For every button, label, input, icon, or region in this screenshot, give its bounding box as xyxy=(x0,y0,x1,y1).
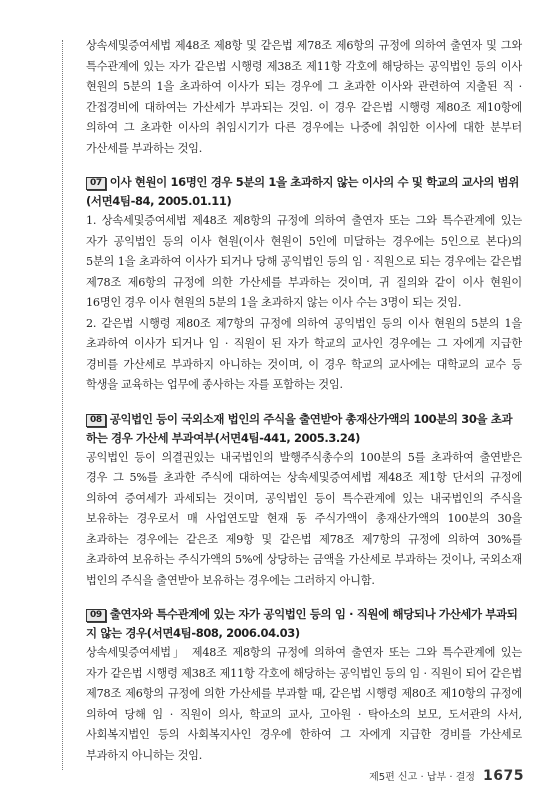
section-reference: (서면4팀-808, 2006.04.03) xyxy=(146,626,300,640)
section-title xyxy=(86,410,522,448)
section-title-text: 이사 현원이 16명인 경우 5분의 1을 초과하지 않는 이사의 수 및 학교의 교사의 범위 xyxy=(109,175,519,189)
margin-dotted-rule xyxy=(62,40,63,770)
section-number-badge: 08 xyxy=(86,414,106,427)
section-number-badge: 09 xyxy=(86,609,106,622)
section-09 xyxy=(86,605,522,766)
section-title-text: 공익법인 등이 국외소재 법인의 주식을 출연받아 총재산가액의 100분의 30을 초과하는 경우 가산세 부과여부 xyxy=(86,411,513,445)
section-paragraph: 2. 같은법 시행령 제80조 제7항의 규정에 의하여 공익법인 등의 이사 현원의 5분의 1을 초과하여 이사가 되거나 임 · 직원이 된 자가 학교의 교사인 경우에는 그 자에게 지급한 경비를 가산세로 부과하지 아니하는 것이며, 이 경우 학교의 교사에는 대학교의 교수 등 학생을 교육하는 업무에 종사하는 자를 포함하는 것임. xyxy=(86,316,522,391)
section-reference: (서면4팀-441, 2005.3.24) xyxy=(214,430,360,445)
section-paragraph: 공익법인 등이 의결권있는 내국법인의 발행주식총수의 100분의 5를 초과하여 출연받은 경우 그 5%를 초과한 주식에 대하여는 상속세및증여세법 제48조 제1항 단서의 규정에 의하여 증여세가 과세되는 것이며, 공익법인 등이 특수관계에 있는 내국법인의 주식을 보유하는 경우로서 매 사업연도말 현재 동 주식가액이 총재산가액의 100분의 30을 초과하는 경우에는 같은조 제9항 및 같은법 제78조 제7항의 규정에 의하여 30%를 초과하여 보유하는 주식가액의 5%에 상당하는 금액을 가산세로 부과하는 것이나, 국외소재 법인의 주식을 출연받아 보유하는 경우에는 그러하지 아니함. xyxy=(86,450,522,587)
section-reference: (서면4팀-84, 2005.01.11) xyxy=(86,194,232,208)
page-number: 1675 xyxy=(483,768,524,784)
section-paragraph: 상속세및증여세법」 제48조 제8항의 규정에 의하여 출연자 또는 그와 특수관계에 있는 자가 같은법 시행령 제38조 제11항 각호에 해당하는 공익법인 등의 임 · 직원이 되어 같은법 제78조 제6항의 규정에 의한 가산세를 부과할 때, 같은법 시행령 제80조 제10항의 규정에 의하여 당해 임 · 직원이 의사, 학교의 교사, 고아원 · 탁아소의 보모, 도서관의 사서, 사회복지법인 등의 사회복지사인 경우에 한하여 그 자에게 지급한 경비를 가산세로 부과하지 아니하는 것임. xyxy=(86,646,522,762)
page-content xyxy=(86,36,522,766)
section-title xyxy=(86,605,522,643)
page-footer xyxy=(369,768,524,784)
section-07 xyxy=(86,173,522,396)
section-title xyxy=(86,173,522,211)
section-title-text: 출연자와 특수관계에 있는 자가 공익법인 등의 임 · 직원에 해당되나 가산세가 부과되지 않는 경우 xyxy=(86,607,518,640)
chapter-label: 제5편 신고 · 납부 · 결정 xyxy=(369,772,476,783)
intro-paragraph: 상속세및증여세법 제48조 제8항 및 같은법 제78조 제6항의 규정에 의하여 출연자 및 그와 특수관계에 있는 자가 같은법 시행령 제38조 제11항 각호에 해당하는 공익법인 등의 이사 현원의 5분의 1을 초과하여 이사가 되는 경우에 그 초과한 이사와 관련하여 지출된 직 · 간접경비에 대하여는 가산세가 부과되는 것임. 이 경우 같은법 시행령 제80조 제10항에 의하여 그 초과한 이사의 취임시기가 다른 경우에는 나중에 취임한 이사에 대한 분부터 가산세를 부과하는 것임. xyxy=(86,39,522,155)
section-08 xyxy=(86,410,522,592)
section-paragraph: 1. 상속세및증여세법 제48조 제8항의 규정에 의하여 출연자 또는 그와 특수관계에 있는 자가 공익법인 등의 이사 현원(이사 현원이 5인에 미달하는 경우에는 5인으로 본다)의 5분의 1을 초과하여 이사가 되거나 당해 공익법인 등의 임 · 직원으로 되는 경우에는 같은법 제78조 제6항의 규정에 의한 가산세를 부과하는 것이며, 귀 질의와 같이 이사 현원이 16명인 경우 이사 현원의 5분의 1을 초과하지 않는 이사 수는 3명이 되는 것임. xyxy=(86,214,522,309)
section-number-badge: 07 xyxy=(86,177,106,190)
